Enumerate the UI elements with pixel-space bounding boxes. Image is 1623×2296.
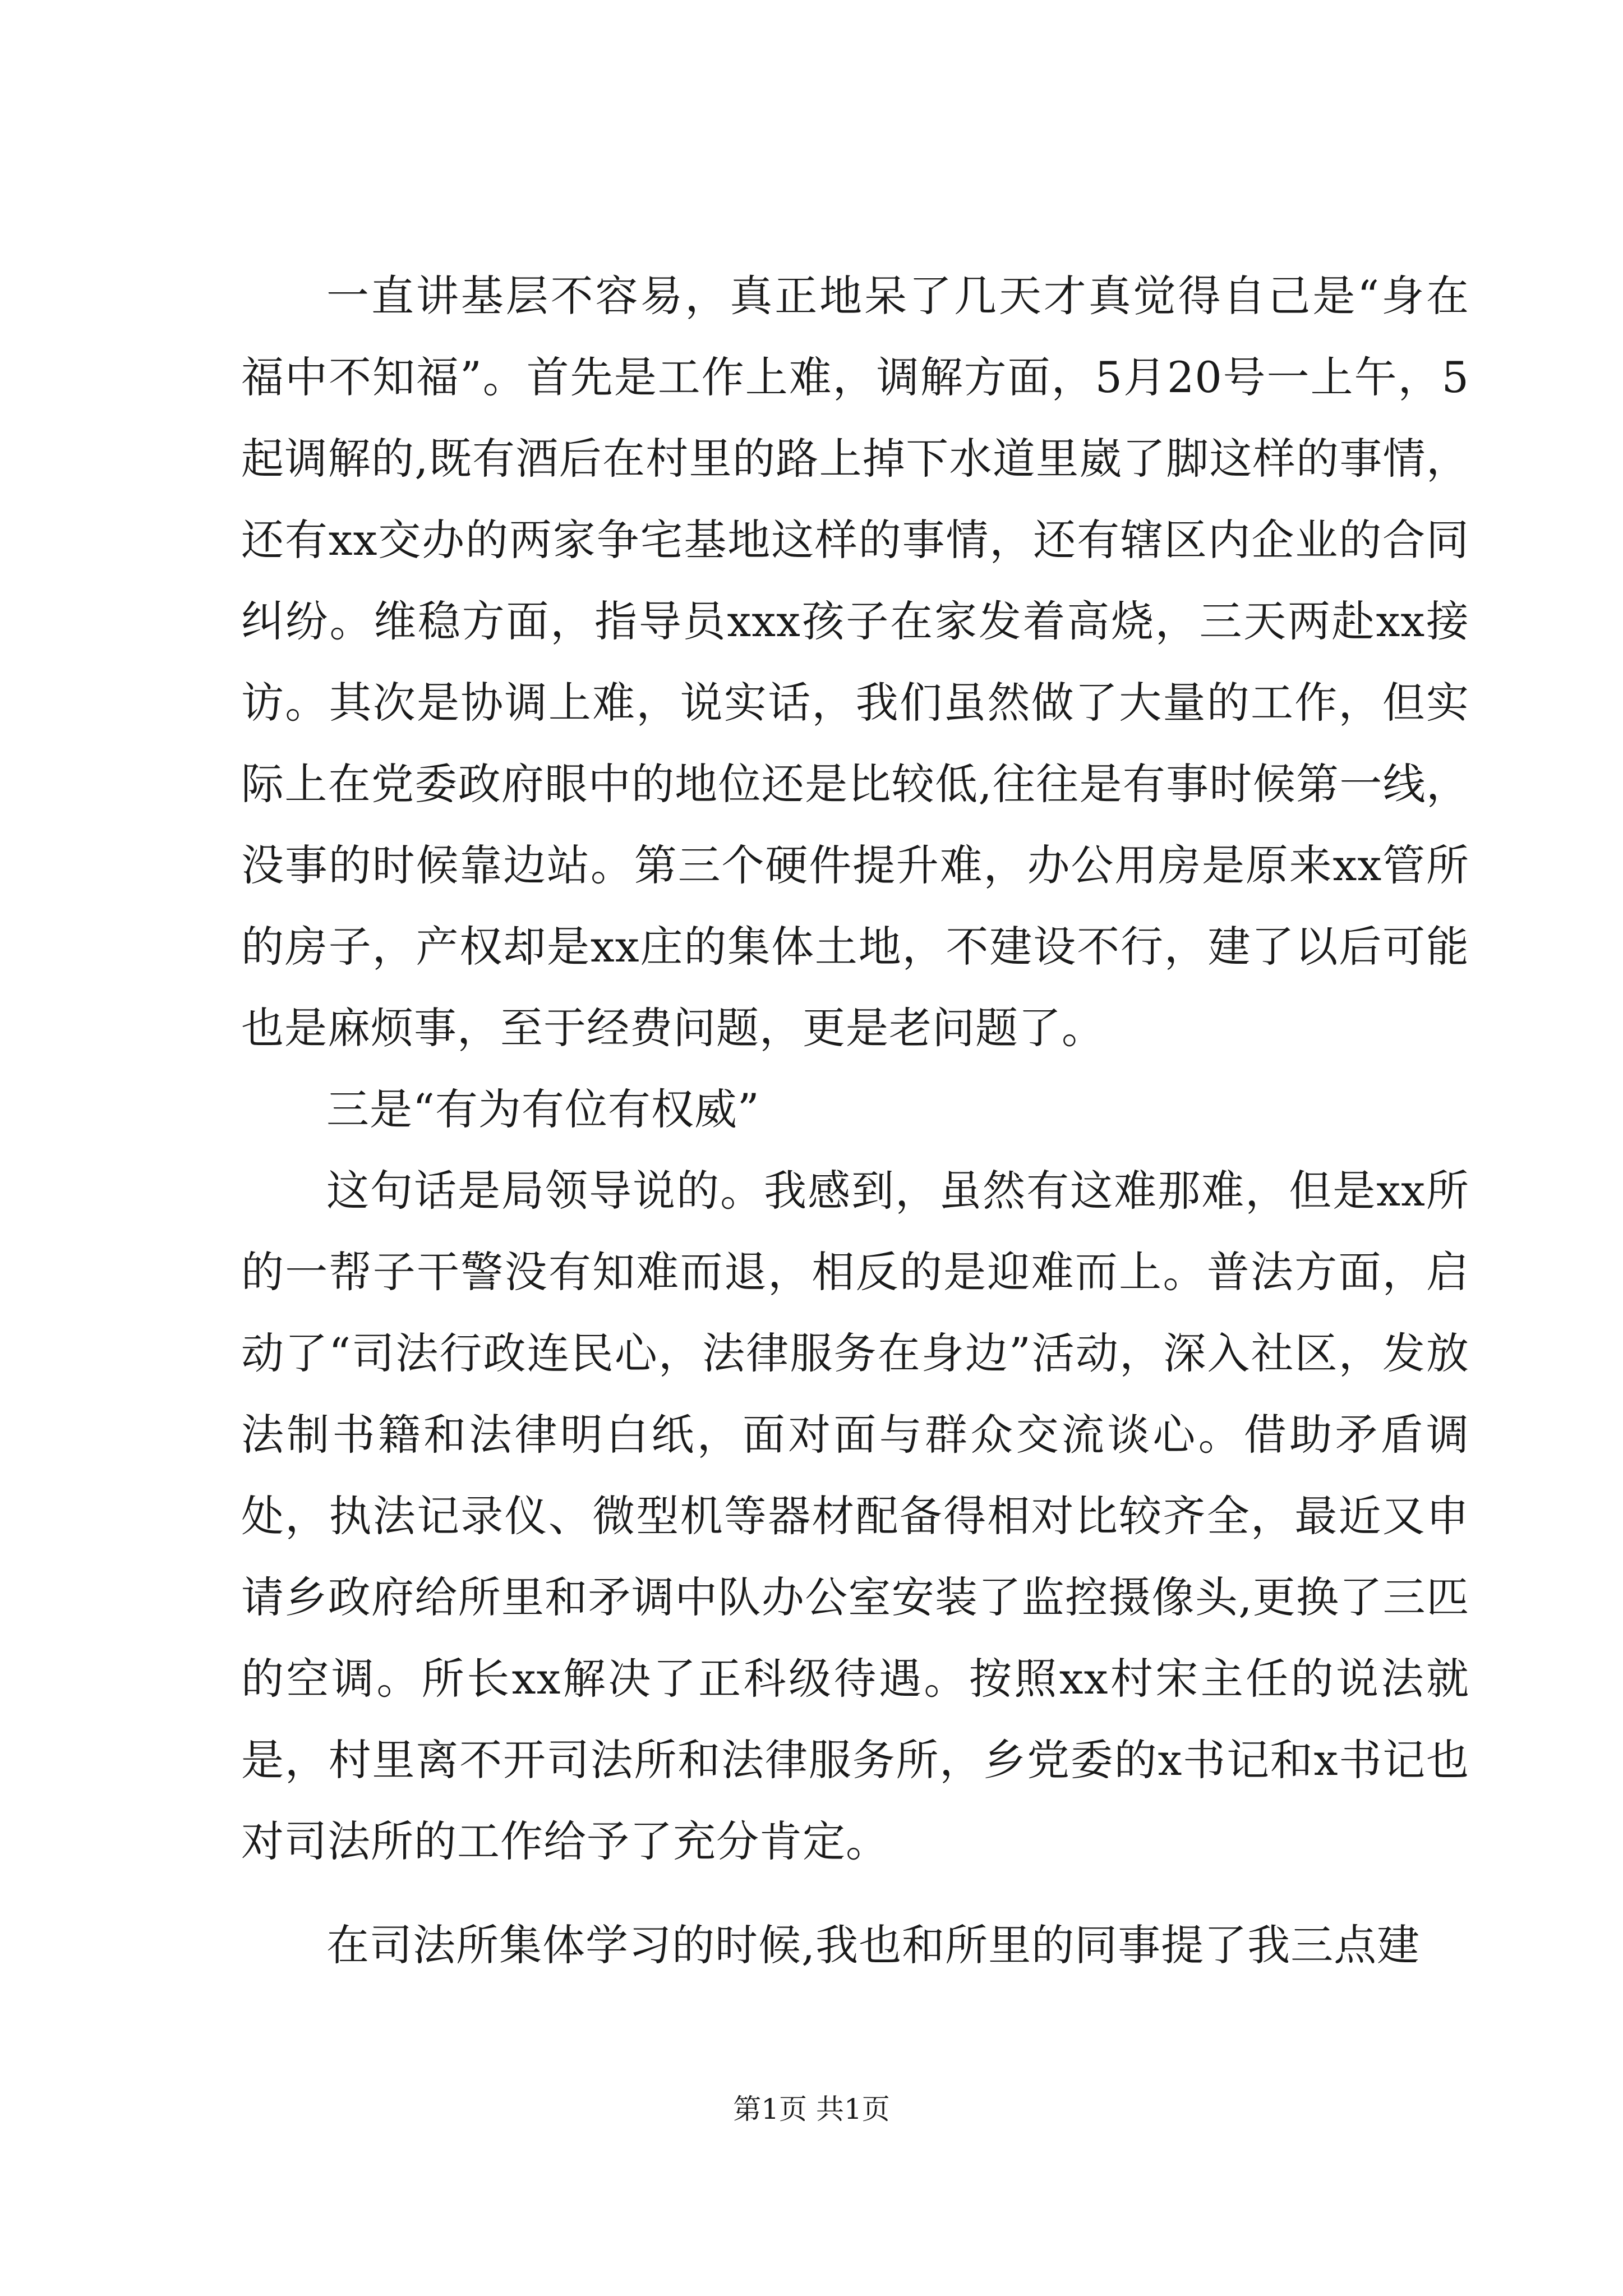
paragraph-2: 这句话是局领导说的。我感到，虽然有这难那难，但是xx所的一帮子干警没有知难而退，相反的是迎难而上。普法方面，启动了“司法行政连民心，法律服务在身边”活动，深入社区，发放法制书籍和法律明白纸，面对面与群众交流谈心。借助矛盾调处，执法记录仪、微型机等器材配备得相对比较齐全，最近又申请乡政府给所里和矛调中队办公室安装了监控摄像头,更换了三匹的空调。所长xx解决了正科级待遇。按照xx村宋主任的说法就是，村里离不开司法所和法律服务所，乡党委的x书记和x书记也对司法所的工作给予了充分肯定。 (241, 1166, 1469, 1866)
document-body (241, 255, 1469, 1986)
paragraph-3: 在司法所集体学习的时候,我也和所里的同事提了我三点建 (326, 1920, 1421, 1970)
paragraph-1: 一直讲基层不容易，真正地呆了几天才真觉得自己是“身在福中不知福”。首先是工作上难，调解方面，5月20号一上午，5起调解的,既有酒后在村里的路上掉下水道里崴了脚这样的事情，还有xx交办的两家争宅基地这样的事情，还有辖区内企业的合同纠纷。维稳方面，指导员xxx孩子在家发着高烧，三天两赴xx接访。其次是协调上难，说实话，我们虽然做了大量的工作，但实际上在党委政府眼中的地位还是比较低,往往是有事时候第一线，没事的时候靠边站。第三个硬件提升难，办公用房是原来xx管所的房子，产权却是xx庄的集体土地，不建设不行，建了以后可能也是麻烦事，至于经费问题，更是老问题了。 (241, 271, 1469, 1053)
section-heading: 三是“有为有位有权威” (326, 1084, 760, 1134)
page-footer: 第1页 共1页 (733, 2093, 890, 2125)
